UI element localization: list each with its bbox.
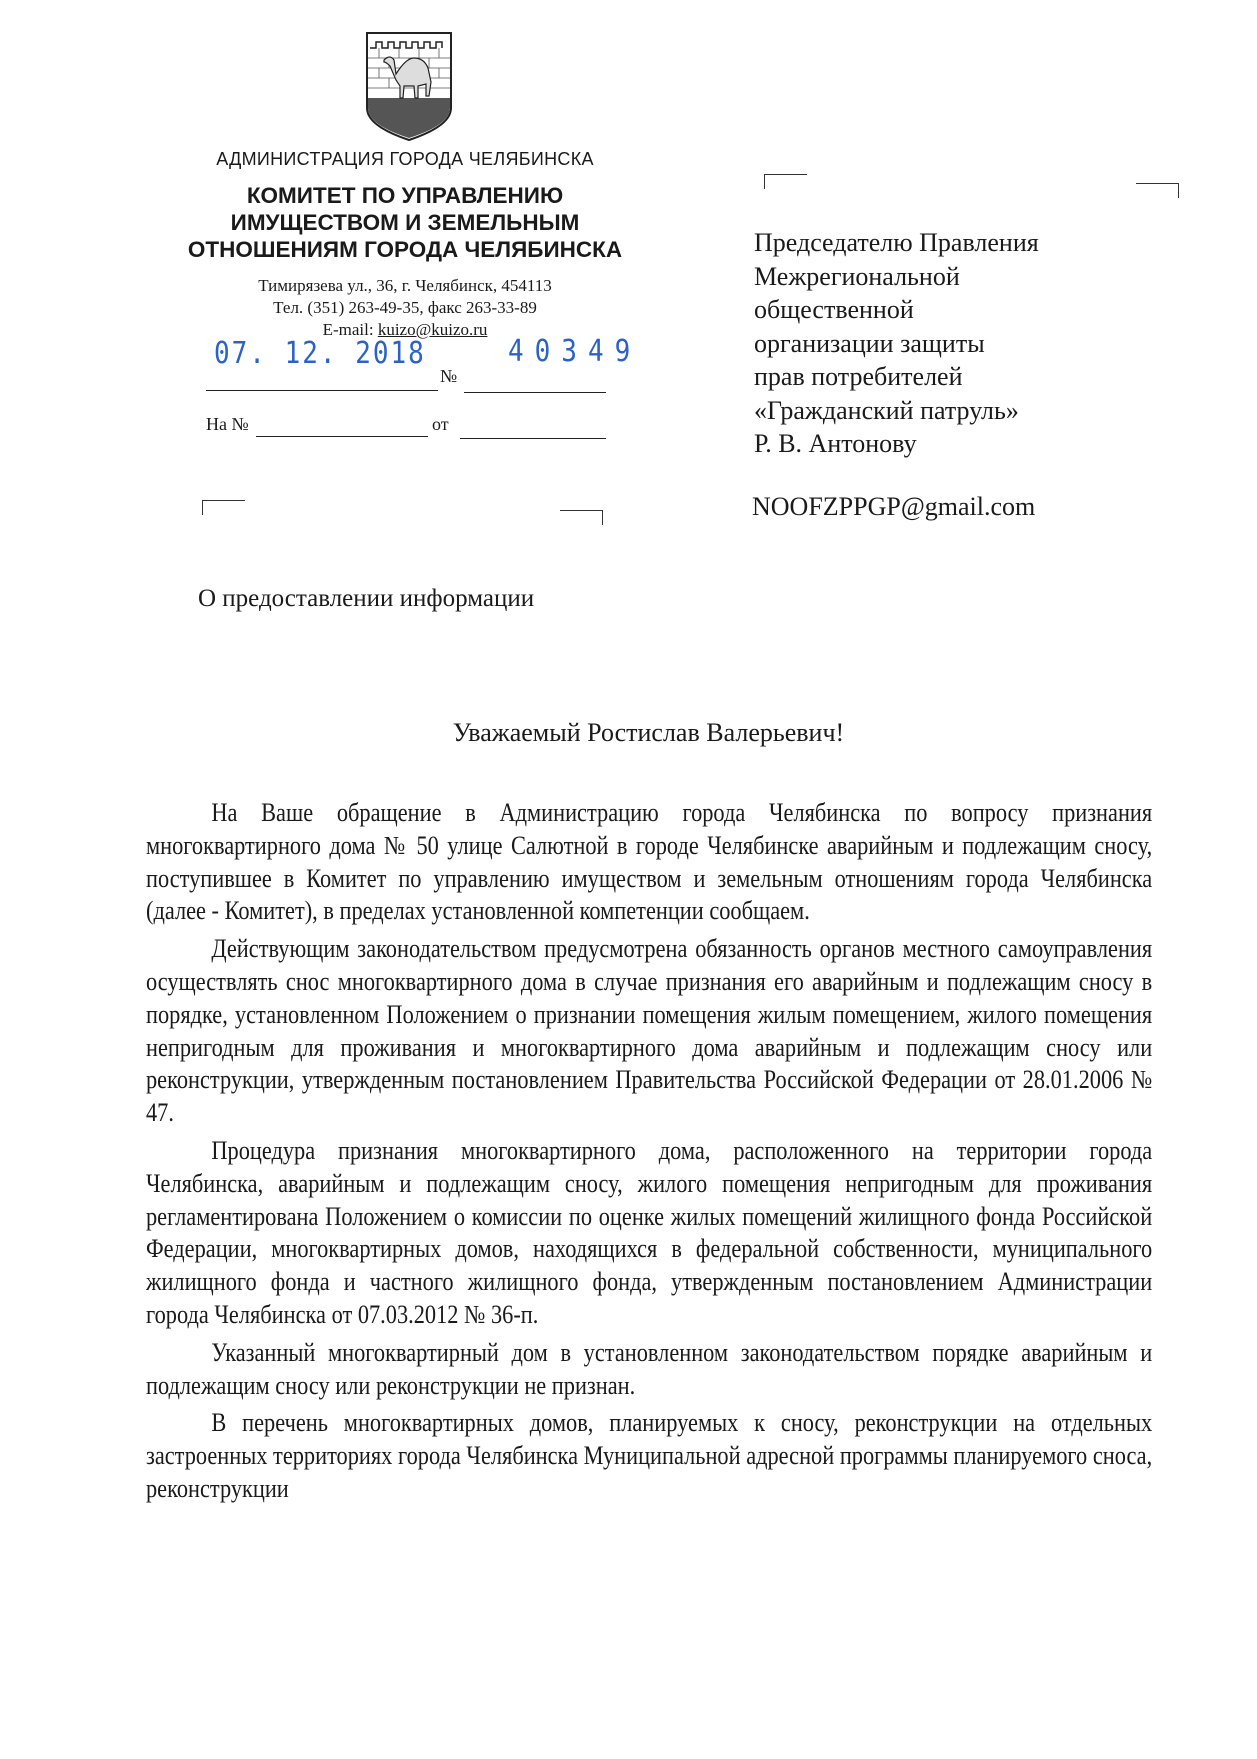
from-label: от [432,414,449,434]
body-paragraph: Действующим законодательством предусмотрена обязанность органов местного самоуправления осуществлять снос многоквартирного дома в случае признания его аварийным и подлежащим сносу в порядке, установленном Положением о признании помещения жилым помещением, жилого помещения непригодным для проживания и многоквартирного дома аварийным и подлежащим сносу или реконструкции, утвержденным постановлением Правительства Российской Федерации от 28.01.2006 № 47. [146,934,1153,1128]
corner-mark [560,510,603,525]
subject-line: О предоставлении информации [198,585,535,612]
recipient-block [754,226,1039,461]
email-label: E-mail: [322,320,378,339]
registration-number-stamp: 40349 [508,334,642,370]
number-field-line [464,392,606,393]
recipient-email[interactable]: NOOFZPPGP@gmail.com [752,492,1036,521]
salutation: Уважаемый Ростислав Валерьевич! [452,718,845,747]
recipient-line: общественной [754,295,914,324]
recipient-name: Р. В. Антонову [754,429,917,458]
committee-title-line: КОМИТЕТ ПО УПРАВЛЕНИЮ [246,183,564,208]
registration-date-stamp: 07. 12. 2018 [214,336,426,372]
recipient-line: Председателю Правления [754,228,1039,257]
corner-mark [202,500,245,515]
corner-mark [764,174,807,189]
contact-block [150,275,660,341]
address: Тимирязева ул., 36, г. Челябинск, 454113 [258,276,552,295]
committee-title-line: ОТНОШЕНИЯМ ГОРОДА ЧЕЛЯБИНСКА [187,237,623,262]
date-field-line [206,390,438,391]
administration-title: АДМИНИСТРАЦИЯ ГОРОДА ЧЕЛЯБИНСКА [216,149,594,169]
coat-of-arms-icon [364,30,454,142]
from-field-line [460,438,606,439]
committee-title-line: ИМУЩЕСТВОМ И ЗЕМЕЛЬНЫМ [230,210,580,235]
committee-title [150,182,660,263]
recipient-line: «Гражданский патруль» [754,395,1019,425]
reply-to-field-line [256,436,428,437]
recipient-line: организации защиты [754,328,985,358]
corner-mark [1136,183,1179,198]
phone-fax: Тел. (351) 263-49-35, факс 263-33-89 [273,298,537,317]
letterhead [150,148,660,341]
email-link[interactable]: kuizo@kuizo.ru [377,320,488,339]
recipient-line: прав потребителей [754,362,963,391]
recipient-line: Межрегиональной [754,261,960,291]
reply-to-label: На № [206,414,249,434]
body-paragraph: Указанный многоквартирный дом в установленном законодательством порядке аварийным и подлежащим сносу или реконструкции не признан. [146,1337,1153,1400]
number-label: № [440,366,458,386]
body-paragraph: В перечень многоквартирных домов, планируемых к сносу, реконструкции на отдельных застроенных территориях города Челябинска Муниципальной адресной программы планируемого сноса, реконструкции [146,1408,1153,1503]
body-paragraph: На Ваше обращение в Администрацию города Челябинска по вопросу признания многоквартирного дома № 50 улице Салютной в городе Челябинске аварийным и подлежащим сносу, поступившее в Комитет по управлению имуществом и земельным отношениям города Челябинска (далее - Комитет), в пределах установленной компетенции сообщаем. [146,798,1153,926]
body-paragraph: Процедура признания многоквартирного дома, расположенного на территории города Челябинска, аварийным и подлежащим сносу, жилого помещения непригодным для проживания регламентирована Положением о комиссии по оценке жилых помещений жилищного фонда Российской Федерации, многоквартирных домов, находящихся в федеральной собственности, муниципального жилищного фонда и частного жилищного фонда, утвержденным постановлением Администрации города Челябинска от 07.03.2012 № 36-п. [146,1135,1153,1329]
letter-body [146,797,1152,1511]
